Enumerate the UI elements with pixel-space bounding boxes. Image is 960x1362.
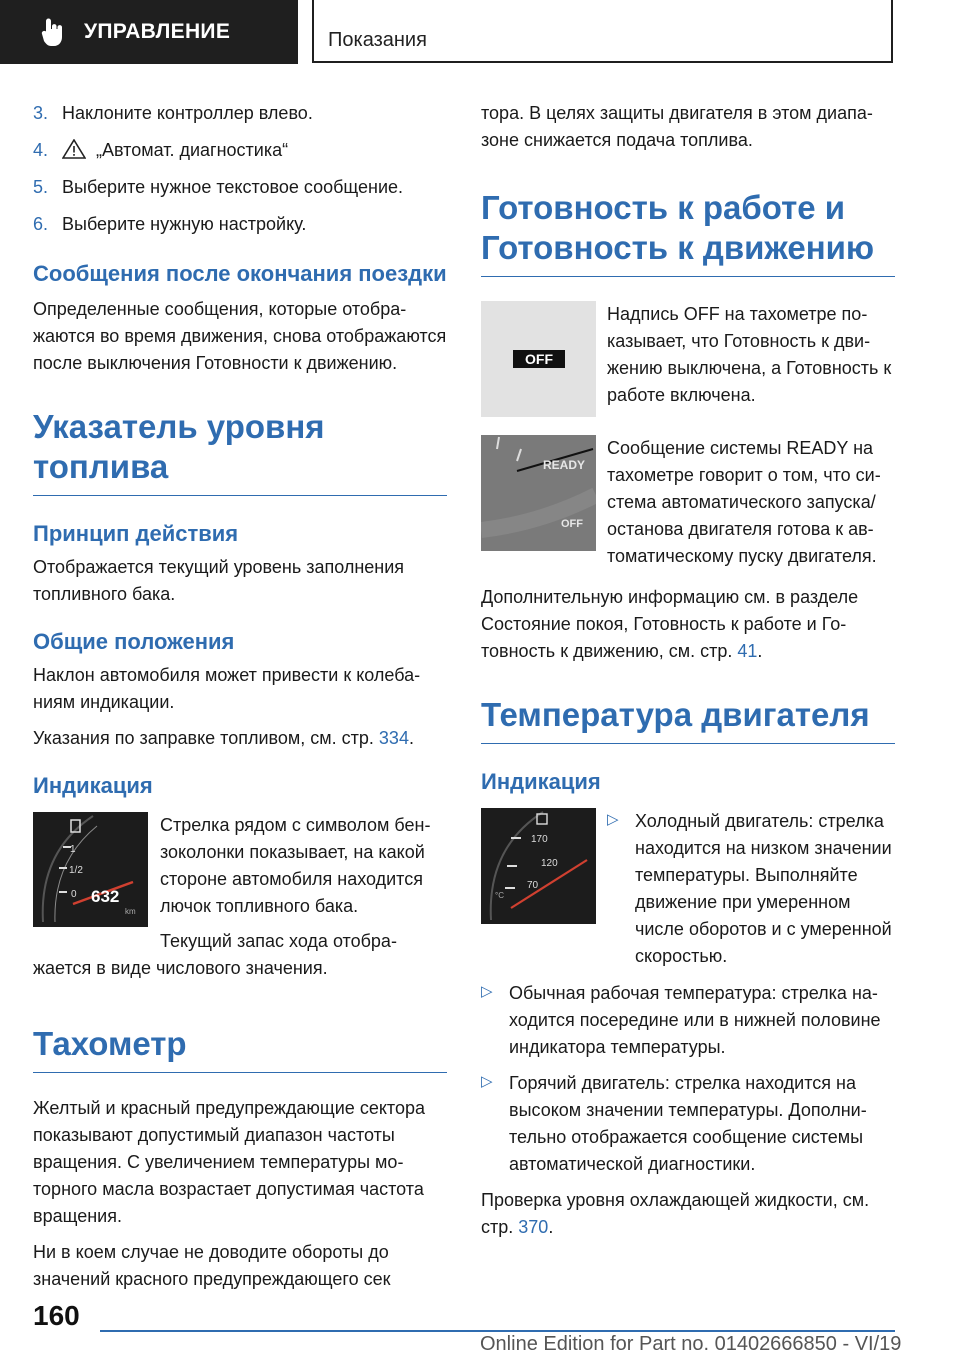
general-heading: Общие положения <box>33 629 235 654</box>
continued-text: тора. В целях защиты двигателя в этом диапазоне снижается подача топлива. <box>481 103 873 150</box>
list-item: ▷ Горячий двигатель: стрелка находится на высоком значении температуры. Дополнительно отображается сообщение системы автоматической диагностики. <box>481 1070 895 1178</box>
tachometer-heading: Тахометр <box>33 1024 447 1073</box>
edition-info: Online Edition for Part no. 01402666850 - VI/19 <box>480 1333 902 1355</box>
svg-text:READY: READY <box>543 458 586 472</box>
off-label: OFF <box>513 350 565 368</box>
more-info-text: Дополнительную информацию см. в разделе Состояние покоя, Готовность к работе и Готовность к движению, см. стр. 41. <box>481 587 859 661</box>
tacho-warning-text: Ни в коем случае не доводите обороты до значений красного предупреждающего сек <box>33 1242 391 1289</box>
temp-indication-heading: Индикация <box>481 769 601 794</box>
page-link-41[interactable]: 41 <box>737 641 758 661</box>
list-item: ▷ Холодный двигатель: стрелка находится на низком значении температуры. Выполняйте движение при умеренном числе оборотов и с умеренной скоростью. <box>607 808 895 970</box>
section-title: УПРАВЛЕНИЕ <box>84 20 231 43</box>
step-text: Выберите нужное текстовое сообщение. <box>62 177 404 197</box>
refuel-text: Указания по заправке топливом, см. стр. 334. <box>33 728 414 748</box>
general-text: Наклон автомобиля может привести к колебаниям индикации. <box>33 665 421 712</box>
step-text: Наклоните контроллер влево. <box>62 103 313 123</box>
fuel-gauge-graphic <box>33 812 148 927</box>
step-number: 4. <box>33 140 49 160</box>
ready-gauge-graphic <box>481 435 596 551</box>
fuel-gauge-heading: Указатель уровня топлива <box>33 407 447 496</box>
tacho-text: Желтый и красный предупреждающие сектора показывают допустимый диапазон частоты вращения. С увеличением температуры моторного масла возрастает допустимая частота вращения. <box>33 1098 425 1226</box>
svg-text:1: 1 <box>70 844 76 855</box>
bullet-triangle-icon: ▷ <box>481 1073 493 1090</box>
page-number: 160 <box>33 1300 80 1331</box>
warning-triangle-icon <box>62 139 86 159</box>
step-number: 3. <box>33 103 49 123</box>
temp-gauge-graphic <box>481 808 596 924</box>
section-header <box>0 0 298 64</box>
bullet-triangle-icon: ▷ <box>481 983 493 1000</box>
temp-block <box>481 808 895 970</box>
step-item <box>33 174 447 201</box>
indication-block <box>33 812 447 982</box>
temp-gauge-image <box>481 808 596 924</box>
fuel-gauge-image <box>33 812 148 927</box>
range-text: Текущий запас хода отображается в виде числового значения. <box>33 931 397 978</box>
off-display-image <box>481 301 596 417</box>
engine-temp-heading: Температура двигателя <box>481 695 895 744</box>
svg-text:OFF: OFF <box>561 518 583 530</box>
svg-text:0: 0 <box>71 889 77 900</box>
step-item <box>33 100 447 127</box>
step-number: 6. <box>33 214 49 234</box>
ready-block <box>481 435 895 570</box>
left-column <box>33 100 447 1293</box>
after-trip-text: Определенные сообщения, которые отображаются во время движения, снова отображаются после выключения Готовности к движению. <box>33 299 447 373</box>
coolant-text: Проверка уровня охлаждающей жидкости, см. стр. 370. <box>481 1190 870 1237</box>
step-text: „Автомат. диагностика“ <box>96 140 289 160</box>
indication-heading: Индикация <box>33 773 153 798</box>
principle-text: Отображается текущий уровень заполнения топливного бака. <box>33 557 405 604</box>
principle-heading: Принцип действия <box>33 521 239 546</box>
chapter-title: Показания <box>328 29 427 51</box>
step-text: Выберите нужную настройку. <box>62 214 307 234</box>
svg-text:170: 170 <box>531 834 548 845</box>
ready-text: Сообщение системы READY на тахометре говорит о том, что система автоматического запуска/ останова двигателя готова к автоматическому пуску двигателя. <box>607 438 881 566</box>
off-text: Надпись OFF на тахометре показывает, что Готовность к движению выключена, а Готовность к работе включена. <box>607 304 892 405</box>
indication-text: Стрелка рядом с символом бензоколонки показывает, на какой стороне автомобиля находится лючок топливного бака. <box>160 815 431 916</box>
bullet-triangle-icon: ▷ <box>607 811 619 828</box>
page-link-334[interactable]: 334 <box>378 728 409 748</box>
step-item <box>33 137 447 164</box>
readiness-heading: Готовность к работе и Готовность к движению <box>481 188 895 277</box>
svg-text:km: km <box>125 907 136 916</box>
hand-pointer-icon <box>40 17 66 47</box>
svg-text:°C: °C <box>495 891 504 900</box>
ready-display-image <box>481 435 596 551</box>
chapter-header <box>312 0 893 63</box>
svg-text:70: 70 <box>527 880 539 891</box>
footer-divider <box>100 1330 895 1332</box>
after-trip-heading: Сообщения после окончания поездки <box>33 261 447 286</box>
step-item <box>33 211 447 238</box>
svg-text:1/2: 1/2 <box>69 865 83 876</box>
page-link-370[interactable]: 370 <box>518 1217 549 1237</box>
off-block <box>481 301 895 417</box>
svg-text:120: 120 <box>541 858 558 869</box>
right-column <box>481 100 895 1241</box>
step-number: 5. <box>33 177 49 197</box>
list-item: ▷ Обычная рабочая температура: стрелка находится посередине или в нижней половине индикатора температуры. <box>481 980 895 1061</box>
svg-text:632: 632 <box>91 887 120 906</box>
